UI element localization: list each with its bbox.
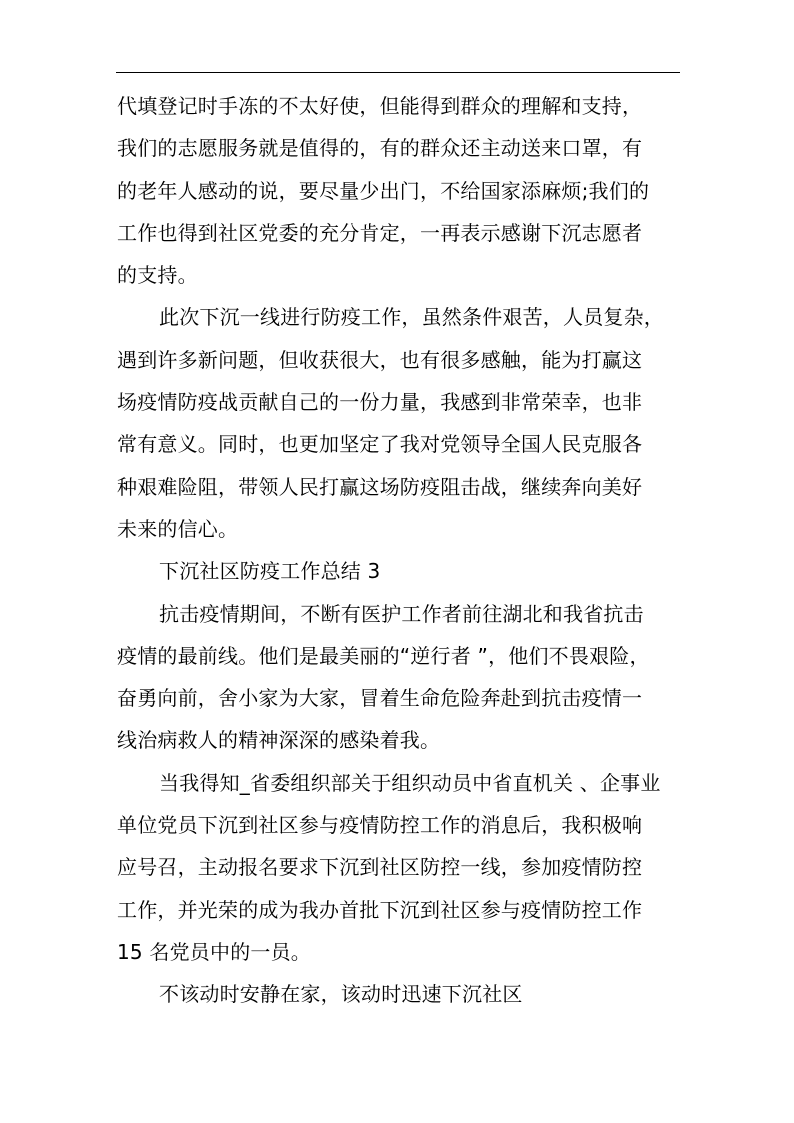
- text-line: 遇到许多新问题，但收获很大，也有很多感触，能为打赢这: [117, 347, 643, 372]
- text-line: 场疫情防疫战贡献自己的一份力量，我感到非常荣幸，也非: [117, 390, 643, 415]
- text-line: 奋勇向前，舍小家为大家，冒着生命危险奔赴到抗击疫情一: [117, 686, 643, 711]
- paragraph-reflection: [117, 296, 677, 550]
- text-line: 应号召，主动报名要求下沉到社区防控一线，参加疫情防控: [117, 855, 643, 880]
- section-title: 下沉社区防疫工作总结 3: [159, 559, 381, 584]
- text-line: 的老年人感动的说，要尽量少出门，不给国家添麻烦;我们的: [117, 178, 650, 203]
- text-line: 未来的信心。: [117, 516, 239, 541]
- text-line: 单位党员下沉到社区参与疫情防控工作的消息后，我积极响: [117, 813, 643, 838]
- text-line: 此次下沉一线进行防疫工作，虽然条件艰苦，人员复杂，: [159, 305, 664, 330]
- text-line: 种艰难险阻，带领人民打赢这场防疫阻击战，继续奔向美好: [117, 474, 643, 499]
- text-line: 15 名党员中的一员。: [117, 939, 312, 964]
- paragraph-continuation: [117, 85, 677, 296]
- text-line: 常有意义。同时，也更加坚定了我对党领导全国人民克服各: [117, 432, 643, 457]
- text-line: 的支持。: [117, 263, 198, 288]
- text-line: 不该动时安静在家，该动时迅速下沉社区: [159, 982, 523, 1007]
- paragraph-frontline: [117, 593, 677, 762]
- section-heading: [117, 550, 677, 592]
- paragraph-closing: [117, 973, 677, 1015]
- document-body: [117, 85, 677, 1016]
- header-rule: [116, 72, 680, 73]
- text-line: 代填登记时手冻的不太好使，但能得到群众的理解和支持，: [117, 94, 643, 118]
- text-line: 我们的志愿服务就是值得的，有的群众还主动送来口罩，有: [117, 136, 643, 161]
- text-line: 线治病救人的精神深深的感染着我。: [117, 728, 441, 753]
- text-line: 当我得知_省委组织部关于组织动员中省直机关 、企事业: [159, 770, 661, 795]
- text-line: 工作，并光荣的成为我办首批下沉到社区参与疫情防控工作: [117, 897, 643, 922]
- text-line: 工作也得到社区党委的充分肯定，一再表示感谢下沉志愿者: [117, 220, 643, 245]
- text-line: 抗击疫情期间，不断有医护工作者前往湖北和我省抗击: [159, 601, 644, 626]
- paragraph-volunteer: [117, 762, 677, 973]
- text-line: 疫情的最前线。他们是最美丽的“逆行者 ”，他们不畏艰险，: [117, 643, 650, 668]
